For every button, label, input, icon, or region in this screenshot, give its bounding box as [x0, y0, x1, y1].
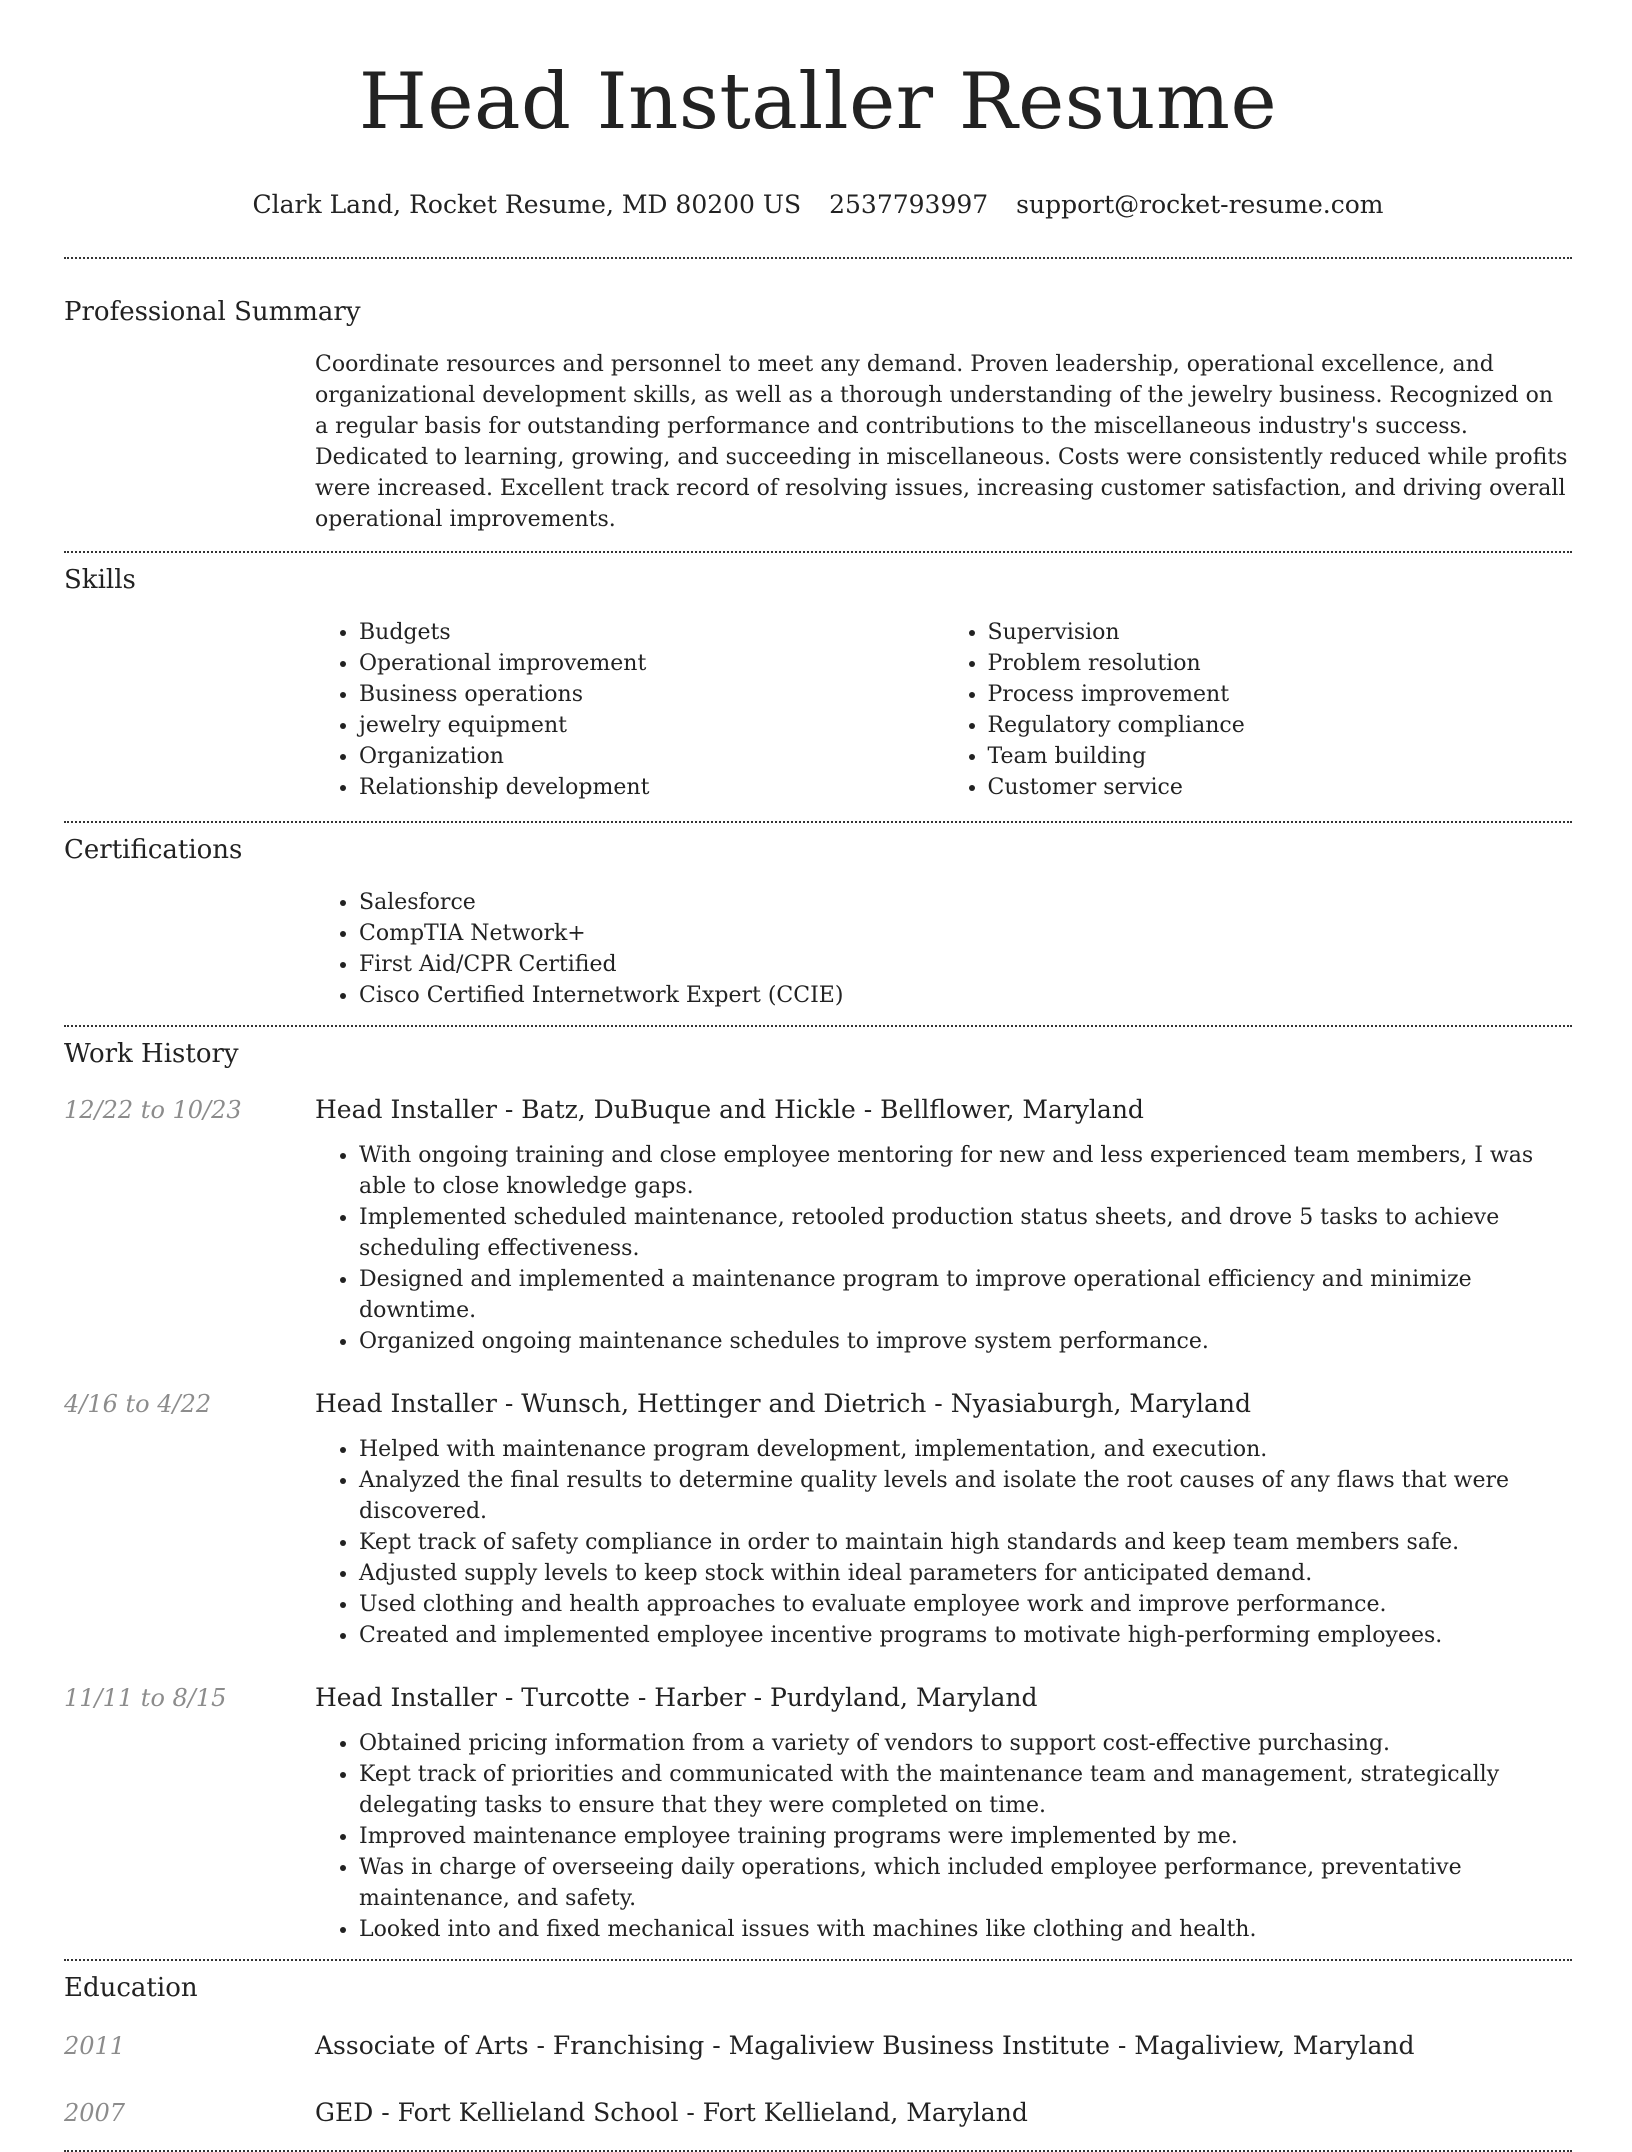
education-heading: Education: [64, 1973, 198, 2003]
job-bullet: • Looked into and fixed mechanical issues with machines like clothing and health.: [359, 1914, 1572, 1945]
certification-item: • Cisco Certified Internetwork Expert (CCIE): [359, 980, 1572, 1011]
summary-section: [64, 259, 1572, 535]
job-header: [64, 1093, 1572, 1127]
skills-list-right: [944, 617, 1573, 803]
skill-item: • Team building: [988, 741, 1573, 772]
job-entry: [64, 1387, 1572, 1651]
job-bullet: • Obtained pricing information from a variety of vendors to support cost-effective purchasing.: [359, 1728, 1572, 1759]
skill-item: • jewelry equipment: [359, 710, 944, 741]
job-bullet: • Improved maintenance employee training programs were implemented by me.: [359, 1821, 1572, 1852]
job-dates: 4/16 to 4/22: [64, 1390, 212, 1418]
job-body: [315, 1728, 1572, 1945]
job-bullet: • Helped with maintenance program development, implementation, and execution.: [359, 1434, 1572, 1465]
contact-phone: 2537793997: [829, 190, 989, 219]
job-header: [64, 1681, 1572, 1715]
job-body: [315, 1140, 1572, 1357]
skill-item: • Regulatory compliance: [988, 710, 1573, 741]
certifications-list: [315, 887, 1572, 1011]
job-bullet: • Kept track of priorities and communicated with the maintenance team and management, strategically delegating tasks to ensure that they were completed on time.: [359, 1759, 1572, 1821]
job-entry: [64, 1681, 1572, 1945]
job-bullets: [315, 1140, 1572, 1357]
education-section: [64, 1961, 1572, 2130]
job-title: Head Installer - Wunsch, Hettinger and Dietrich - Nyasiaburgh, Maryland: [315, 1389, 1251, 1418]
job-bullet: • Organized ongoing maintenance schedules to improve system performance.: [359, 1326, 1572, 1357]
skill-item: • Organization: [359, 741, 944, 772]
resume-title: Head Installer Resume: [358, 57, 1278, 147]
job-bullet: • Was in charge of overseeing daily operations, which included employee performance, preventative maintenance, and safety.: [359, 1852, 1572, 1914]
summary-heading: Professional Summary: [64, 297, 361, 327]
skill-item: • Problem resolution: [988, 648, 1573, 679]
skill-item: • Budgets: [359, 617, 944, 648]
job-dates: 11/11 to 8/15: [64, 1684, 227, 1712]
job-bullet: • Used clothing and health approaches to evaluate employee work and improve performance.: [359, 1589, 1572, 1620]
job-bullet: • Designed and implemented a maintenance program to improve operational efficiency and minimize downtime.: [359, 1264, 1572, 1326]
contact-line: [64, 188, 1572, 222]
skill-item: • Process improvement: [988, 679, 1573, 710]
certification-item: • CompTIA Network+: [359, 918, 1572, 949]
certifications-heading: Certifications: [64, 835, 243, 865]
education-text: GED - Fort Kellieland School - Fort Kellieland, Maryland: [315, 2098, 1028, 2127]
skills-section: [64, 553, 1572, 803]
certification-item: • Salesforce: [359, 887, 1572, 918]
job-bullet: • Created and implemented employee incentive programs to motivate high-performing employees.: [359, 1620, 1572, 1651]
job-bullet: • Implemented scheduled maintenance, retooled production status sheets, and drove 5 tasks to achieve scheduling effectiveness.: [359, 1202, 1572, 1264]
skills-grid: [315, 617, 1572, 803]
job-header: [64, 1387, 1572, 1421]
education-year: 2011: [64, 2032, 126, 2060]
skill-item: • Business operations: [359, 679, 944, 710]
job-bullet: • Adjusted supply levels to keep stock within ideal parameters for anticipated demand.: [359, 1558, 1572, 1589]
certification-item: • First Aid/CPR Certified: [359, 949, 1572, 980]
contact-email: support@rocket-resume.com: [1016, 190, 1384, 219]
skill-item: • Customer service: [988, 772, 1573, 803]
job-title: Head Installer - Batz, DuBuque and Hickle - Bellflower, Maryland: [315, 1095, 1144, 1124]
job-dates: 12/22 to 10/23: [64, 1096, 242, 1124]
education-text: Associate of Arts - Franchising - Magaliview Business Institute - Magaliview, Maryland: [315, 2031, 1415, 2060]
education-year: 2007: [64, 2099, 126, 2127]
certifications-section: [64, 823, 1572, 1011]
skill-item: • Supervision: [988, 617, 1573, 648]
skills-heading: Skills: [64, 565, 136, 595]
skills-list-left: [315, 617, 944, 803]
skill-item: • Operational improvement: [359, 648, 944, 679]
contact-address: Clark Land, Rocket Resume, MD 80200 US: [252, 190, 802, 219]
education-entry: [64, 2096, 1572, 2130]
certifications-body: [315, 887, 1572, 1011]
job-bullets: [315, 1728, 1572, 1945]
education-entry: [64, 2029, 1572, 2063]
job-title: Head Installer - Turcotte - Harber - Purdyland, Maryland: [315, 1683, 1038, 1712]
job-bullet: • Analyzed the final results to determine quality levels and isolate the root causes of any flaws that were discovered.: [359, 1465, 1572, 1527]
job-bullet: • With ongoing training and close employee mentoring for new and less experienced team members, I was able to close knowledge gaps.: [359, 1140, 1572, 1202]
work-section: [64, 1027, 1572, 1945]
resume-page: [64, 0, 1572, 2152]
job-body: [315, 1434, 1572, 1651]
job-entry: [64, 1093, 1572, 1357]
summary-body: [315, 349, 1572, 535]
work-heading: Work History: [64, 1039, 239, 1069]
job-bullets: [315, 1434, 1572, 1651]
skill-item: • Relationship development: [359, 772, 944, 803]
summary-text: Coordinate resources and personnel to meet any demand. Proven leadership, operational excellence, and organizational development skills, as well as a thorough understanding of the jewelry business. Recognized on a regular basis for outstanding performance and contributions to the miscellaneous industry's success. Dedicated to learning, growing, and succeeding in miscellaneous. Costs were consistently reduced while profits were increased. Excellent track record of resolving issues, increasing customer satisfaction, and driving overall operational improvements.: [315, 352, 1568, 532]
job-bullet: • Kept track of safety compliance in order to maintain high standards and keep team members safe.: [359, 1527, 1572, 1558]
